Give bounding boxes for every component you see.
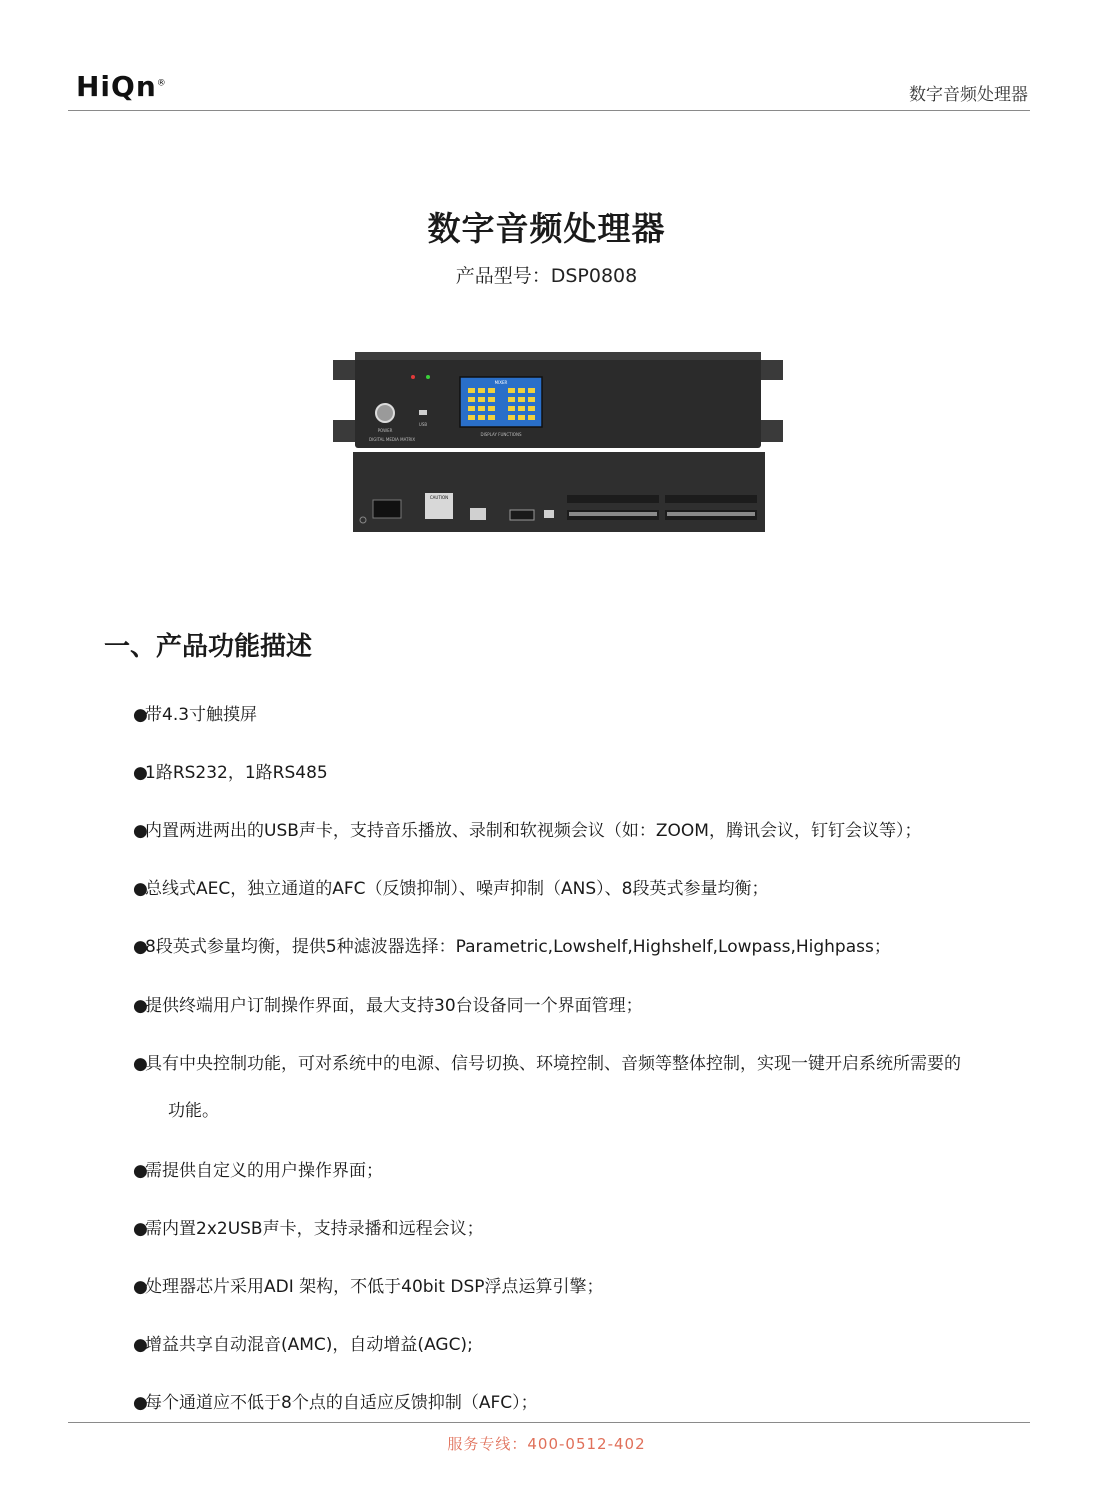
usb-b-port (544, 510, 554, 518)
list-item: ●处理器芯片采用ADI 架构，不低于40bit DSP浮点运算引擎； (133, 1277, 604, 1297)
svg-text:DIGITAL MEDIA MATRIX: DIGITAL MEDIA MATRIX (369, 437, 416, 442)
footer-divider (68, 1422, 1030, 1423)
svg-text:POWER: POWER (377, 428, 393, 433)
page-header (68, 62, 1030, 111)
document-title: 数字音频处理器 (427, 209, 666, 248)
power-button (376, 404, 394, 422)
rack-ear-left (333, 360, 355, 380)
list-item: ●每个通道应不低于8个点的自适应反馈抑制（AFC）； (133, 1393, 538, 1413)
svg-text:USB: USB (418, 422, 428, 427)
power-socket (373, 500, 401, 518)
section-title: 一、产品功能描述 (104, 632, 313, 662)
led-green (426, 375, 430, 379)
list-item: ●增益共享自动混音(AMC)，自动增益(AGC); (133, 1335, 473, 1355)
document-subtitle: 产品型号：DSP0808 (455, 265, 638, 287)
front-panel (355, 352, 761, 448)
svg-text:CAUTION: CAUTION (429, 495, 449, 500)
list-item: ●总线式AEC，独立通道的AFC（反馈抑制）、噪声抑制（ANS）、8段英式参量均衡； (133, 879, 769, 899)
rack-ear-right (761, 360, 783, 380)
brand-logo: HiQn® (76, 70, 167, 103)
header-title: 数字音频处理器 (909, 85, 1028, 105)
svg-text:DISPLAY FUNCTIONS: DISPLAY FUNCTIONS (480, 432, 522, 437)
rs232-port (510, 510, 534, 520)
list-item: ●具有中央控制功能，可对系统中的电源、信号切换、环境控制、音频等整体控制，实现一键开启系统所需要的 功能。 (133, 1054, 961, 1121)
device-product-image (333, 350, 783, 535)
list-item: ●需内置2x2USB声卡，支持录播和远程会议； (133, 1219, 484, 1239)
service-hotline: 服务专线：400-0512-402 (447, 1435, 646, 1453)
list-item-continuation: 功能。 (168, 1101, 219, 1121)
ethernet-port (470, 508, 486, 520)
list-item: ●内置两进两出的USB声卡，支持音乐播放、录制和软视频会议（如：ZOOM，腾讯会议，钉钉会议等）； (133, 821, 922, 841)
list-item: ●需提供自定义的用户操作界面； (133, 1161, 383, 1181)
list-item: ●8段英式参量均衡，提供5种滤波器选择：Parametric,Lowshelf,Highshelf,Lowpass,Highpass； (133, 937, 891, 957)
usb-port (419, 410, 427, 415)
list-item: ●带4.3寸触摸屏 (133, 705, 258, 725)
svg-text:MIXER: MIXER (494, 380, 508, 385)
led-red (411, 375, 415, 379)
list-item: ●1路RS232，1路RS485 (133, 763, 328, 783)
list-item: ●提供终端用户订制操作界面，最大支持30台设备同一个界面管理； (133, 996, 643, 1016)
